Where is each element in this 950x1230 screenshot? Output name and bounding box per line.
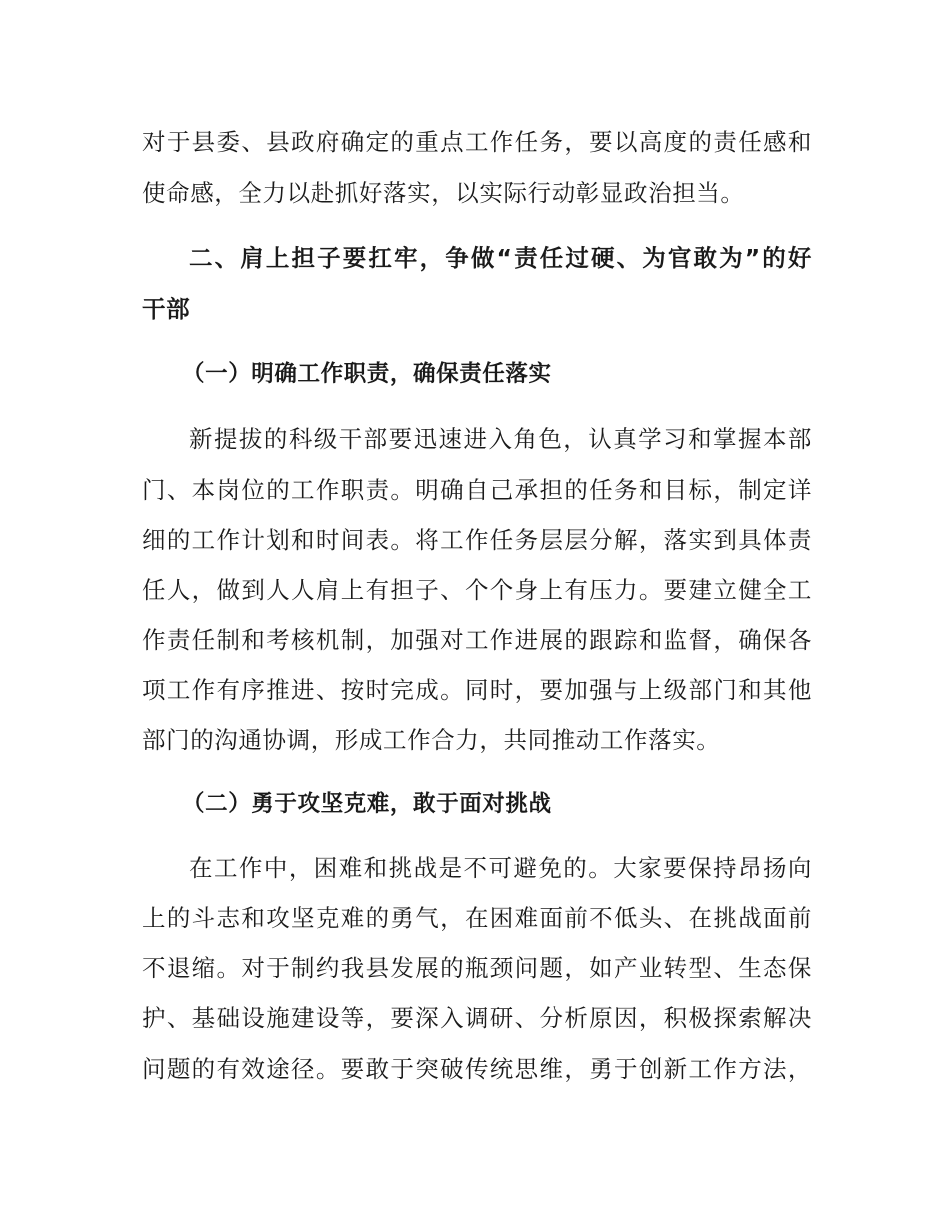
body-text-line: 项工作有序推进、按时完成。同时，要加强与上级部门和其他 — [142, 676, 812, 704]
body-text-line: 不退缩。对于制约我县发展的瓶颈问题，如产业转型、生态保 — [142, 954, 812, 982]
body-text-line: 作责任制和考核机制，加强对工作进展的跟踪和监督，确保各 — [142, 626, 812, 654]
body-text-line: 使命感，全力以赴抓好落实，以实际行动彰显政治担当。 — [142, 179, 745, 207]
body-text-line: 新提拔的科级干部要迅速进入角色，认真学习和掌握本部 — [189, 425, 812, 453]
body-text-line: 问题的有效途径。要敢于突破传统思维，勇于创新工作方法， — [142, 1055, 812, 1083]
body-text-line: 门、本岗位的工作职责。明确自己承担的任务和目标，制定详 — [142, 476, 812, 504]
body-text-line: 上的斗志和攻坚克难的勇气，在困难面前不低头、在挑战面前 — [142, 904, 812, 932]
body-text-line: 护、基础设施建设等，要深入调研、分析原因，积极探索解决 — [142, 1004, 812, 1032]
body-text-line: 在工作中，困难和挑战是不可避免的。大家要保持昂扬向 — [189, 854, 812, 882]
body-text-line: 细的工作计划和时间表。将工作任务层层分解，落实到具体责 — [142, 526, 812, 554]
section-heading: 二、肩上担子要扛牢，争做“责任过硬、为官敢为”的好 — [189, 244, 812, 272]
subsection-title: （二）勇于攻坚克难，敢于面对挑战 — [182, 791, 552, 817]
section-heading-continued: 干部 — [142, 295, 191, 323]
subsection-title: （一）明确工作职责，确保责任落实 — [182, 361, 552, 387]
body-text-line: 对于县委、县政府确定的重点工作任务，要以高度的责任感和 — [142, 128, 812, 156]
body-text-line: 部门的沟通协调，形成工作合力，共同推动工作落实。 — [142, 726, 721, 754]
body-text-line: 任人，做到人人肩上有担子、个个身上有压力。要建立健全工 — [142, 576, 812, 604]
